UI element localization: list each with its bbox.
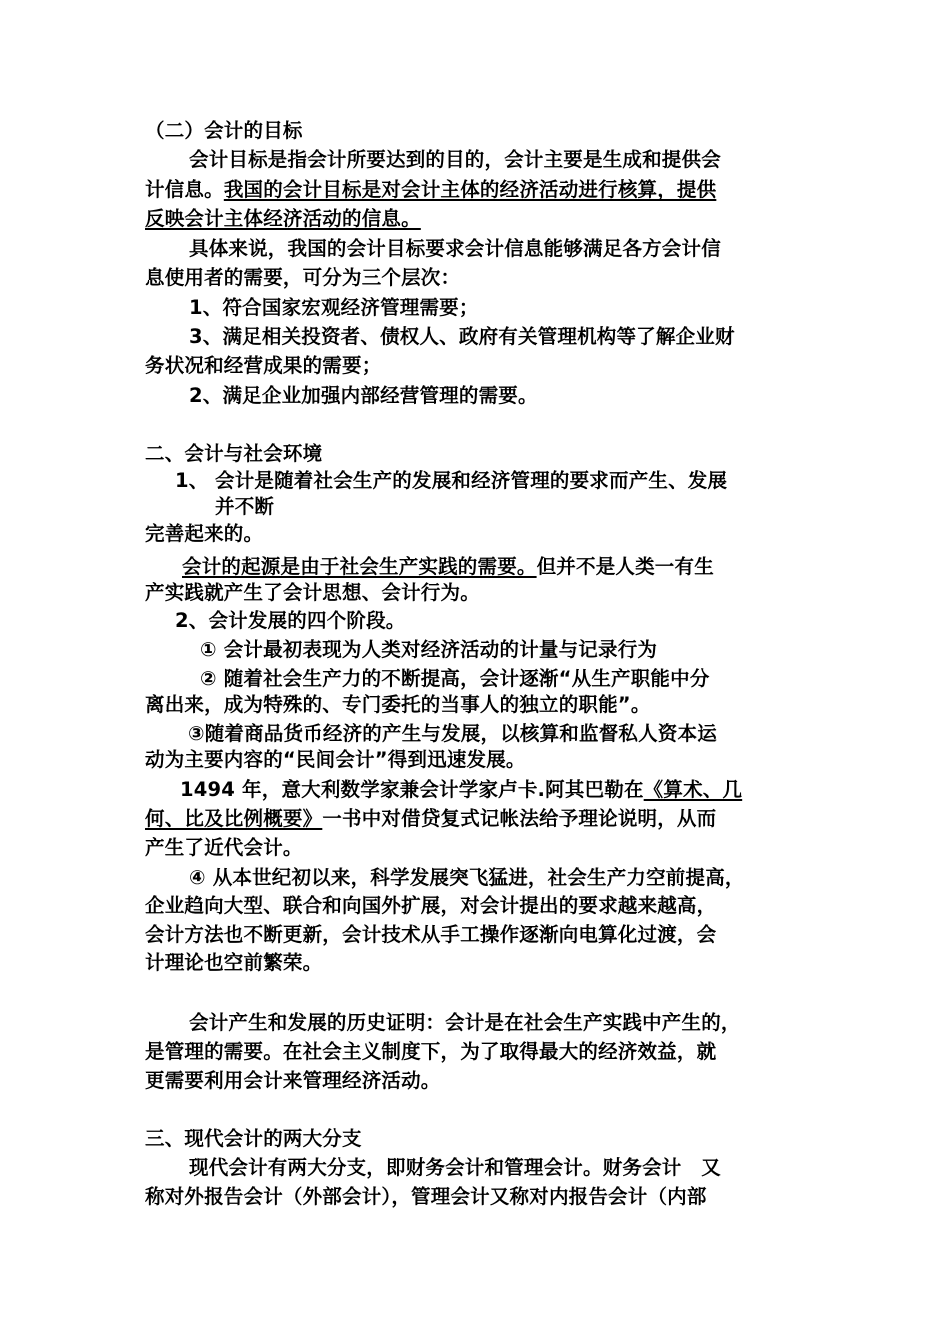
paragraph-line <box>145 177 716 203</box>
list-item-continued: 会计方法也不断更新，会计技术从手工操作逐渐向电算化过渡，会 <box>145 923 717 946</box>
text-run: 计信息。 <box>145 178 224 201</box>
paragraph-line: 称对外报告会计（外部会计），管理会计又称对内报告会计（内部 <box>145 1185 707 1208</box>
list-item: ① 会计最初表现为人类对经济活动的计量与记录行为 <box>200 638 658 661</box>
paragraph-line: 更需要利用会计来管理经济活动。 <box>145 1069 441 1092</box>
list-item-continued: 务状况和经营成果的需要； <box>145 354 382 377</box>
paragraph-line: 并不断 <box>215 495 275 518</box>
paragraph-line <box>182 554 714 580</box>
paragraph-line: 会计是随着社会生产的发展和经济管理的要求而产生、发展 <box>215 469 728 492</box>
paragraph-line: 现代会计有两大分支，即财务会计和管理会计。财务会计 又 <box>189 1156 721 1179</box>
underlined-text: 我国的会计目标是对会计主体的经济活动进行核算，提供 <box>223 178 717 201</box>
section-heading-environment: 二、会计与社会环境 <box>145 442 323 465</box>
list-item: ② 随着社会生产力的不断提高，会计逐渐“从生产职能中分 <box>200 667 710 690</box>
list-item: ④ 从本世纪初以来，科学发展突飞猛进，社会生产力空前提高， <box>189 866 745 889</box>
list-item: ③随着商品货币经济的产生与发展，以核算和监督私人资本运 <box>188 722 717 745</box>
underlined-text: 会计的起源是由于社会生产实践的需要。 <box>182 555 537 578</box>
paragraph-line <box>145 806 716 832</box>
text-run: 一书中对借贷复式记帐法给予理论说明，从而 <box>322 807 717 830</box>
subsection-title: 2、会计发展的四个阶段。 <box>175 609 406 632</box>
paragraph-line <box>180 777 742 803</box>
underlined-text: 《算术、几 <box>643 778 743 801</box>
list-item: 1、符合国家宏观经济管理需要； <box>189 296 479 319</box>
section-heading-branches: 三、现代会计的两大分支 <box>145 1127 362 1150</box>
list-item: 2、满足企业加强内部经营管理的需要。 <box>189 384 538 407</box>
paragraph-line: 完善起来的。 <box>145 522 264 545</box>
list-item: 3、满足相关投资者、债权人、政府有关管理机构等了解企业财 <box>189 325 735 348</box>
underlined-text: 反映会计主体经济活动的信息。 <box>145 207 421 230</box>
paragraph-line: 会计目标是指会计所要达到的目的，会计主要是生成和提供会 <box>189 148 721 171</box>
list-item-continued: 离出来，成为特殊的、专门委托的当事人的独立的职能”。 <box>145 693 651 716</box>
list-item-continued: 企业趋向大型、联合和向国外扩展，对会计提出的要求越来越高， <box>145 894 717 917</box>
paragraph-line: 产生了近代会计。 <box>145 836 303 859</box>
paragraph-line: 产实践就产生了会计思想、会计行为。 <box>145 581 480 604</box>
section-heading-goal: （二）会计的目标 <box>145 119 303 142</box>
text-run: 但并不是人类一有生 <box>536 555 714 578</box>
underlined-text: 何、比及比例概要》 <box>145 807 323 830</box>
paragraph-line: 会计产生和发展的历史证明：会计是在社会生产实践中产生的， <box>189 1011 741 1034</box>
list-item-continued: 动为主要内容的“民间会计”得到迅速发展。 <box>145 748 526 771</box>
text-run: 1494 年，意大利数学家兼会计学家卢卡.阿其巴勒在 <box>180 778 644 801</box>
list-number: 1、 <box>175 469 209 492</box>
paragraph-line: 是管理的需要。在社会主义制度下，为了取得最大的经济效益，就 <box>145 1040 717 1063</box>
paragraph-line: 具体来说，我国的会计目标要求会计信息能够满足各方会计信 <box>189 237 721 260</box>
paragraph-line: 息使用者的需要，可分为三个层次： <box>145 266 461 289</box>
list-item-continued: 计理论也空前繁荣。 <box>145 951 323 974</box>
